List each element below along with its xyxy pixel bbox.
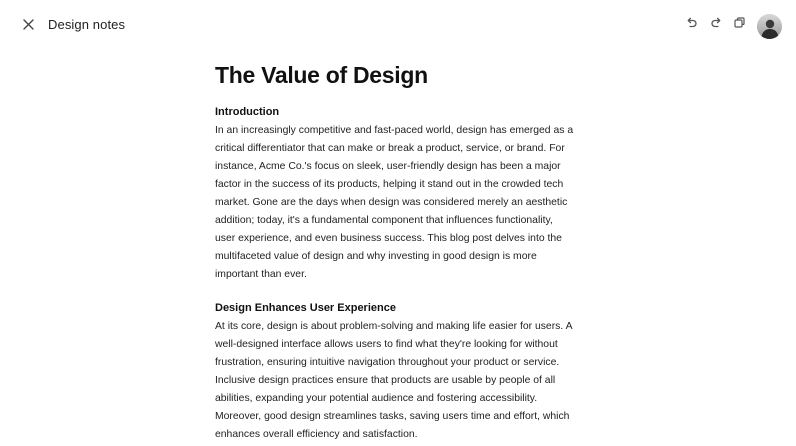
copy-icon — [733, 16, 746, 34]
document-title: Design notes — [48, 17, 126, 32]
section-body-introduction — [215, 122, 587, 284]
top-bar — [0, 0, 796, 52]
section-heading-introduction: Introduction — [215, 106, 280, 118]
undo-button[interactable] — [683, 17, 699, 33]
paragraph-line: well-designed interface allows users to find what they're looking for without — [215, 339, 558, 350]
section-heading-user-experience: Design Enhances User Experience — [215, 302, 396, 314]
paragraph-line: addition; today, it's a fundamental component that influences functionality, — [215, 215, 553, 226]
user-avatar[interactable] — [757, 14, 782, 39]
article — [215, 60, 587, 444]
paragraph-line: user experience, and even business success. This blog post delves into the — [215, 233, 562, 244]
paragraph-line: In an increasingly competitive and fast-paced world, design has emerged as a — [215, 125, 574, 136]
close-button[interactable] — [18, 16, 38, 36]
copy-button[interactable] — [731, 17, 747, 33]
paragraph-line: frustration, ensuring intuitive navigation throughout your product or service. — [215, 357, 560, 368]
paragraph-line: enhances overall efficiency and satisfaction. — [215, 429, 418, 440]
section-body-user-experience — [215, 318, 587, 444]
paragraph-line: Inclusive design practices ensure that products are usable by people of all — [215, 375, 556, 386]
paragraph-line: Moreover, good design streamlines tasks, saving users time and effort, which — [215, 411, 570, 422]
redo-icon — [710, 16, 723, 34]
paragraph-line: factor in the success of its products, helping it stand out in the crowded tech — [215, 179, 564, 190]
close-icon — [23, 17, 34, 35]
paragraph-line: instance, Acme Co.'s focus on sleek, user-friendly design has been a major — [215, 161, 561, 172]
paragraph-line: At its core, design is about problem-solving and making life easier for users. A — [215, 321, 573, 332]
undo-icon — [685, 16, 698, 34]
paragraph-line: market. Gone are the days when design was considered merely an aesthetic — [215, 197, 568, 208]
article-title: The Value of Design — [215, 62, 428, 88]
redo-button[interactable] — [708, 17, 724, 33]
paragraph-line: abilities, expanding your potential audience and fostering accessibility. — [215, 393, 538, 404]
paragraph-line: critical differentiator that can make or break a product, service, or brand. For — [215, 143, 565, 154]
paragraph-line: multifaceted value of design and why investing in good design is more — [215, 251, 537, 262]
paragraph-line: important than ever. — [215, 269, 307, 280]
